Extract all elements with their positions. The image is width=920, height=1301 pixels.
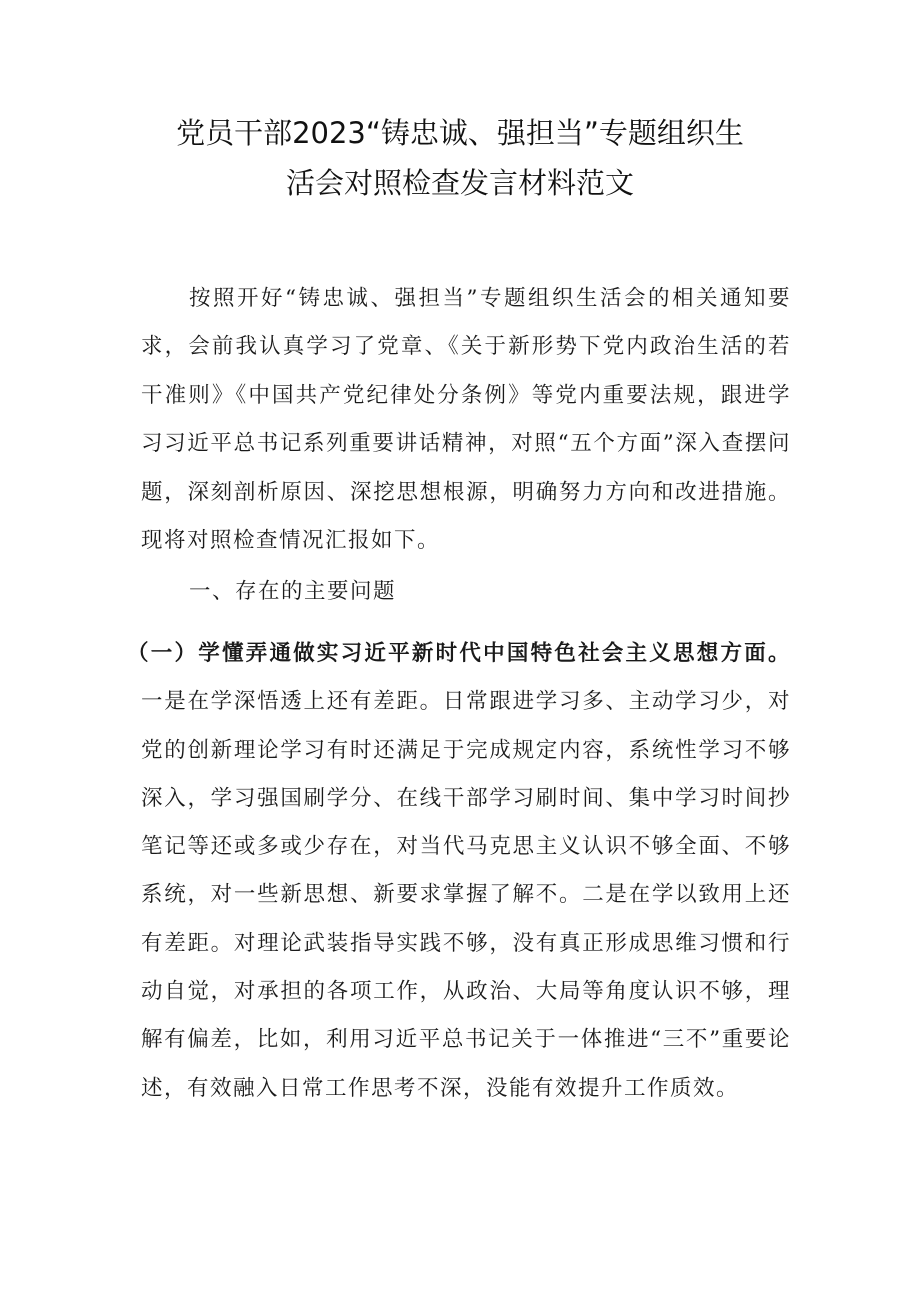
intro-paragraph: 按照开好“铸忠诚、强担当”专题组织生活会的相关通知要求，会前我认真学习了党章、《关于新形势下党内政治生活的若干准则》《中国共产党纪律处分条例》等党内重要法规，跟进学习习近平总书记系列重要讲话精神，对照“五个方面”深入查摆问题，深刻剖析原因、深挖思想根源，明确努力方向和改进措施。现将对照检查情况汇报如下。	[141, 286, 791, 554]
document-title-line-2: 活会对照检查发言材料范文	[285, 166, 634, 200]
section-heading: 一、存在的主要问题	[189, 579, 397, 604]
subsection-paragraph	[127, 630, 791, 1113]
document-title-line-1: 党员干部2023“铸忠诚、强担当”专题组织生	[176, 116, 744, 150]
subsection-body: 一是在学深悟透上还有差距。日常跟进学习多、主动学习少，对党的创新理论学习有时还满足于完成规定内容，系统性学习不够深入，学习强国刷学分、在线干部学习刷时间、集中学习时间抄笔记等还或多或少存在，对当代马克思主义认识不够全面、不够系统，对一些新思想、新要求掌握了解不。二是在学以致用上还有差距。对理论武装指导实践不够，没有真正形成思维习惯和行动自觉，对承担的各项工作，从政治、大局等角度认识不够，理解有偏差，比如，利用习近平总书记关于一体推进“三不”重要论述，有效融入日常工作思考不深，没能有效提升工作质效。	[141, 689, 791, 1101]
subsection-lead: （一）学懂弄通做实习近平新时代中国特色社会主义思想方面。	[127, 641, 791, 666]
